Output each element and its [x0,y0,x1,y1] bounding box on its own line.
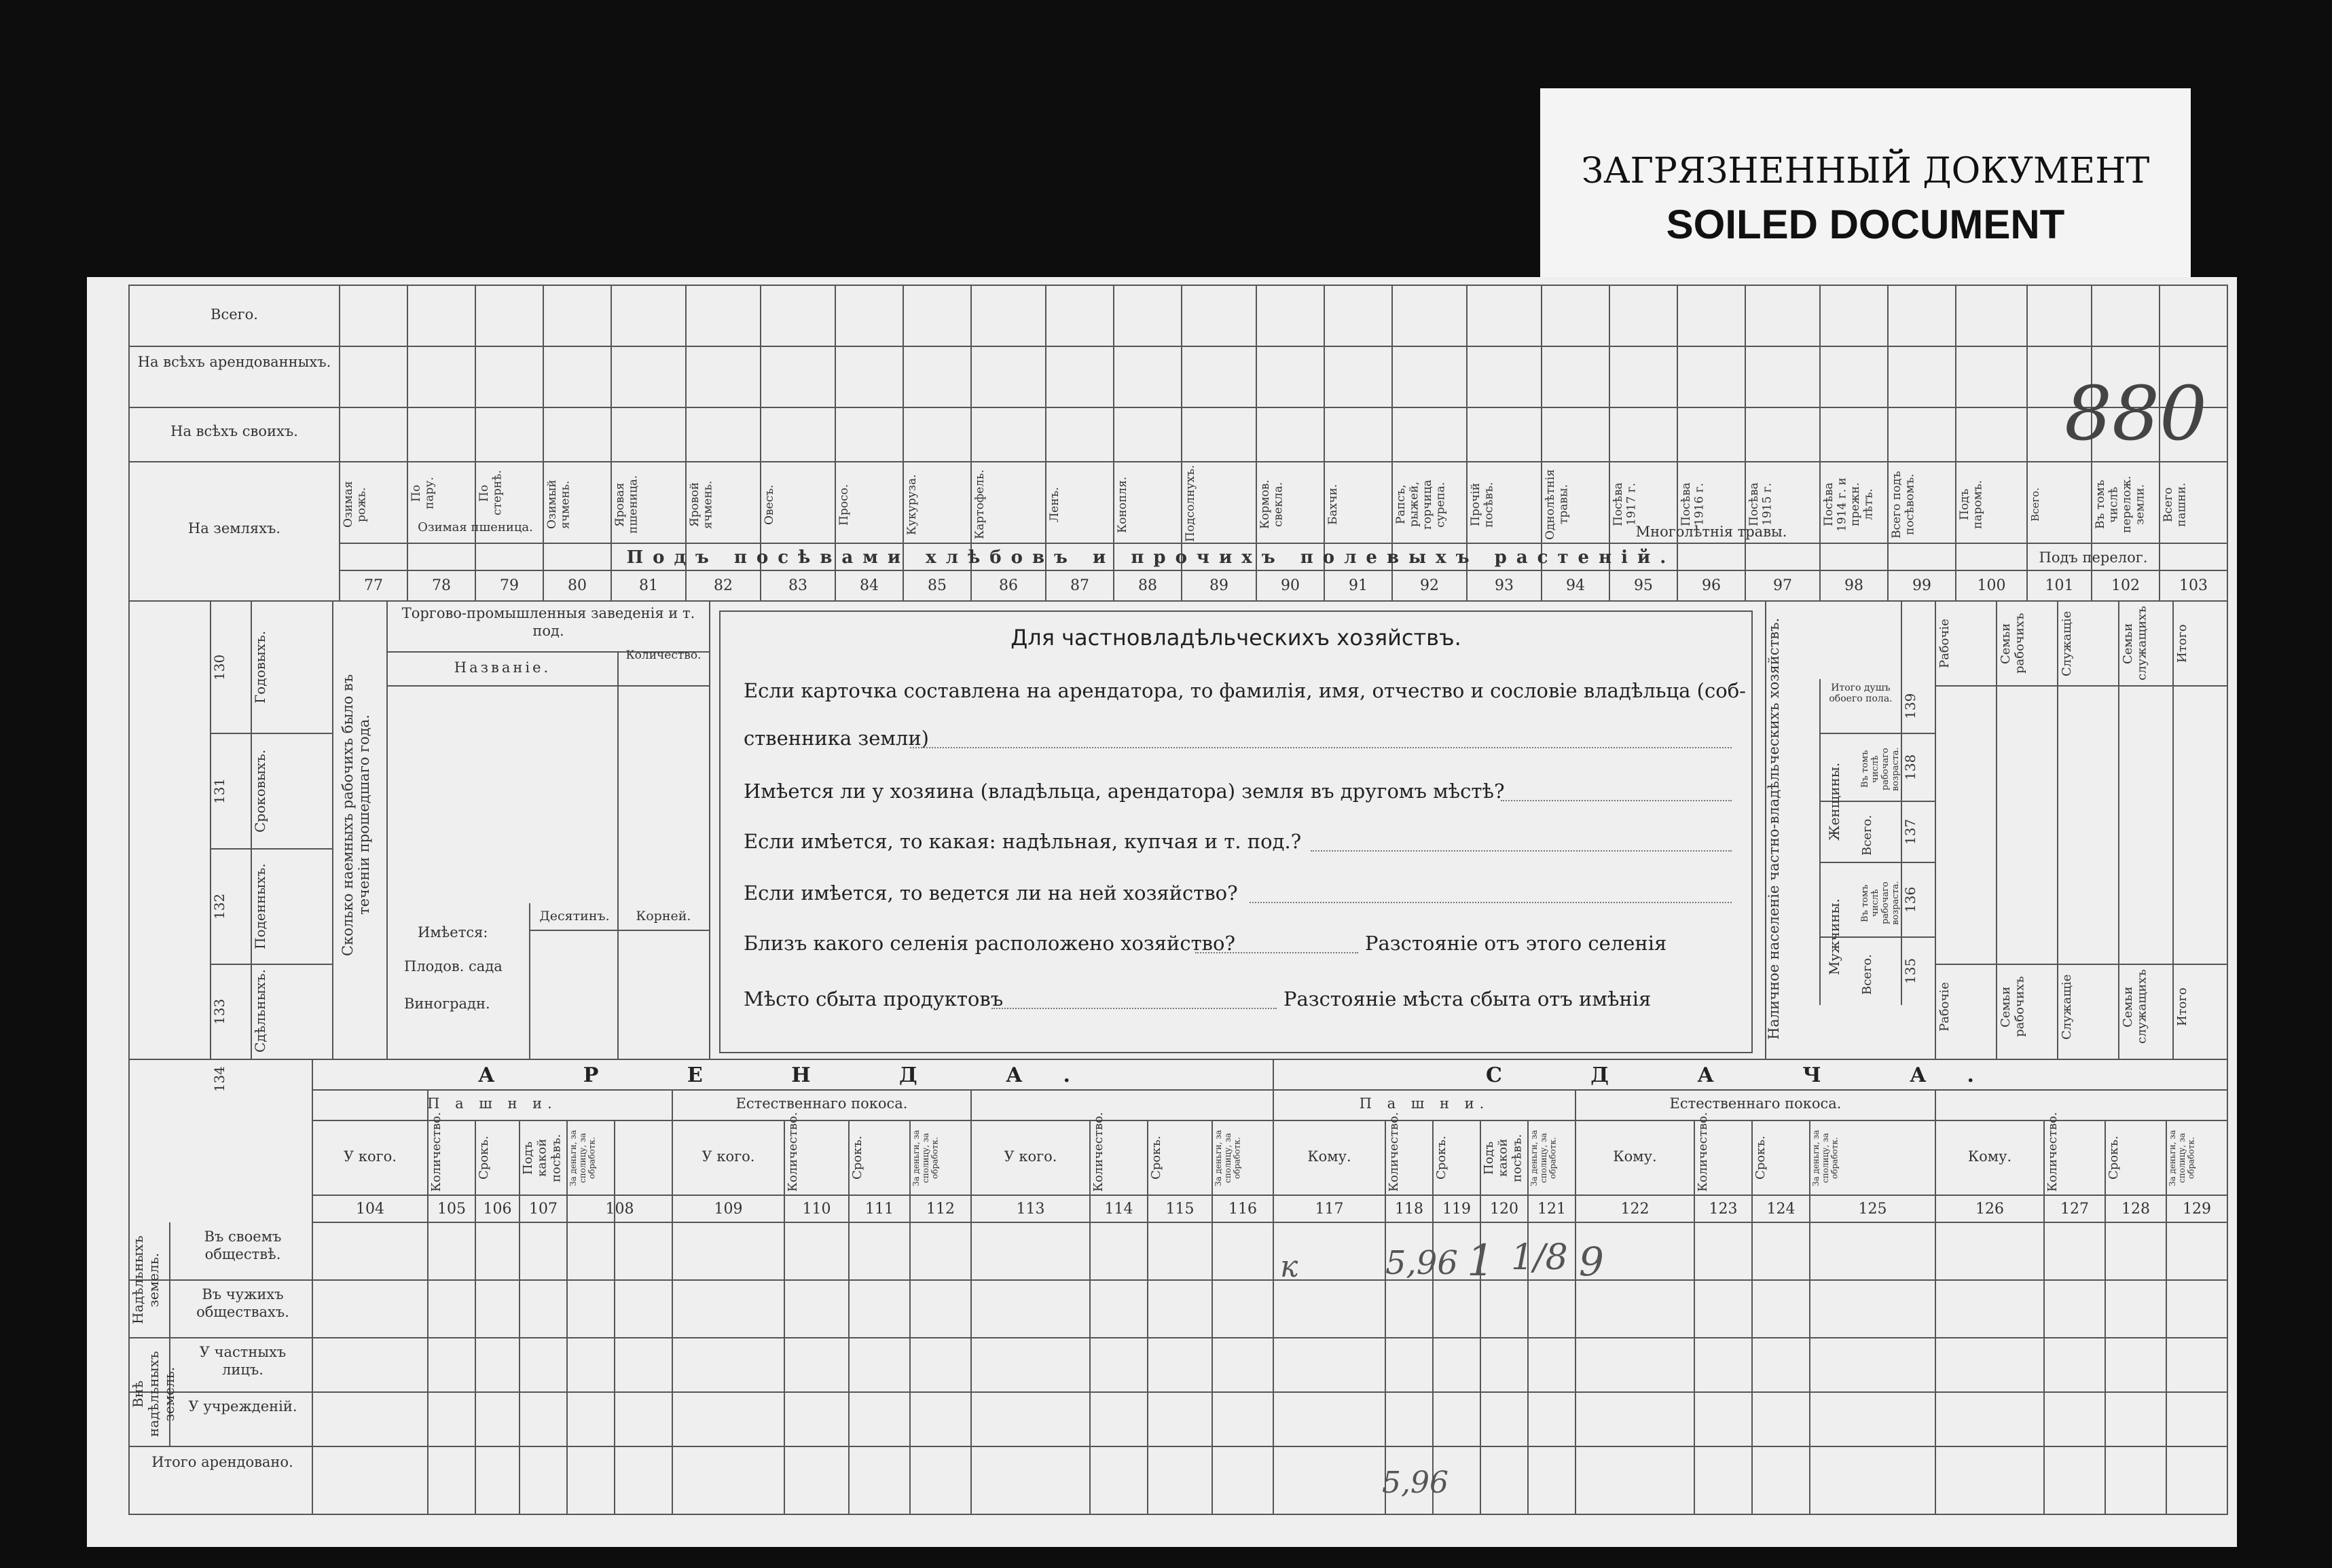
crop-col-header: Прочій посѣвъ. [1469,481,1496,528]
sdacha-heading: С Д А Ч А. [1485,1063,2016,1087]
rent-col-header: Кому. [1307,1148,1351,1165]
trade-qty-col: Количество. [625,649,702,662]
crop-col-header: Всего пашни. [2162,482,2189,527]
sown-crops-heading: Подъ посѣвами хлѣбовъ и прочихъ полевыхъ растеній. [626,547,1676,568]
vineyard-label: Виноградн. [404,996,490,1012]
rent-col-header: Срокъ. [1434,1135,1449,1180]
crop-col-number: 95 [1634,577,1653,594]
crop-col-header: Конопля. [1116,476,1129,533]
crop-col-number: 97 [1773,577,1792,594]
rent-col-number: 110 [802,1201,831,1218]
crop-col-number: 86 [999,577,1018,594]
population-right-col: Итого [2175,987,2189,1026]
row-total-rented: Итого арендовано. [151,1454,293,1470]
rent-col-header: За деньги, за сполицу, за обработк. [2168,1129,2196,1186]
worker-col-number: 133 [211,998,227,1025]
q-farming: Если имѣется, то ведется ли на ней хозяйство? [744,881,1238,905]
rent-col-number: 109 [714,1201,743,1218]
rent-col-number: 116 [1228,1201,1257,1218]
rent-col-header: Количество. [429,1112,443,1192]
crop-col-header: Овесъ. [763,484,776,525]
crop-col-number: 89 [1209,577,1228,594]
crop-col-number: 90 [1281,577,1300,594]
total-souls-label: Итого душъ обоего пола. [1829,682,1893,705]
crop-col-number: 92 [1420,577,1439,594]
rent-col-number: 126 [1975,1201,2004,1218]
population-right-col: Служащіе [2060,610,2074,676]
population-col-number: 139 [1902,693,1918,720]
crop-col-header: Всего. [2029,488,2041,522]
rent-col-number: 112 [926,1201,955,1218]
crop-col-header: Посѣва 1917 г. [1611,482,1639,527]
fallow-subhead: Подъ перелог. [2039,549,2148,566]
answer-line-1 [910,747,1732,748]
rent-col-number: 128 [2121,1201,2150,1218]
rent-col-number: 105 [437,1201,466,1218]
crop-col-number: 82 [714,577,733,594]
rent-col-header: У кого. [344,1148,397,1165]
non-allotment-group: Внѣ надѣльныхъ земель. [130,1351,177,1437]
rent-col-header: Количество. [1387,1112,1401,1192]
rent-col-header: Количество. [1091,1112,1106,1192]
answer-line-3 [1311,850,1732,852]
row-own-community: Въ своемъ обществѣ. [204,1228,282,1263]
row-private-persons: У частныхъ лицъ. [199,1344,287,1379]
rent-col-number: 108 [605,1201,634,1218]
population-right-col: Итого [2175,624,2189,663]
q-other-land: Имѣется ли у хозяина (владѣльца, арендатора) земля въ другомъ мѣстѣ? [744,780,1505,803]
hw-term: 1 [1467,1236,1495,1286]
men-working-label: Въ томъ числѣ рабочаго возраста. [1860,881,1901,926]
worker-col-label: Сроковыхъ. [252,749,268,833]
q-village: Близъ какого селенія расположено хозяйство? [744,932,1236,955]
rent-col-number: 104 [356,1201,384,1218]
allotment-group: Надѣльныхъ земель. [130,1235,162,1325]
answer-line-2 [1501,800,1732,801]
crop-col-number: 80 [568,577,587,594]
population-col-number: 138 [1902,754,1918,781]
crop-col-header: Посѣва 1914 г. и прежн. лѣтъ. [1822,477,1876,532]
crop-col-header: Посѣва 1916 г. [1679,482,1707,527]
crop-col-header: Подсолнухъ. [1184,464,1197,542]
crop-col-number: 99 [1912,577,1931,594]
crop-col-header: Бахчи. [1326,484,1340,526]
rent-col-number: 115 [1165,1201,1195,1218]
crop-col-header: Кукуруза. [905,474,919,535]
crop-col-header: По стернѣ. [477,470,505,516]
rent-col-number: 119 [1442,1201,1471,1218]
crop-col-number: 77 [364,577,383,594]
rent-col-number: 114 [1104,1201,1133,1218]
crop-col-number: 103 [2179,577,2208,594]
crop-col-header: Яровой ячмень. [688,480,715,529]
roots-col: Корней. [636,909,691,924]
hw-recipient: к [1280,1250,1298,1284]
crop-col-header: Озимая рожь. [342,481,369,528]
row-own: На всѣхъ своихъ. [170,423,298,439]
worker-col-label: Годовыхъ. [252,630,268,704]
q-market-distance: Разстояніе мѣста сбыта отъ имѣнія [1283,987,1652,1010]
trade-header: Торгово-промышленныя заведенія и т. под. [401,605,695,640]
crop-col-number: 85 [928,577,947,594]
crop-col-number: 102 [2111,577,2140,594]
row-rented: На всѣхъ арендованныхъ. [137,354,331,370]
desyatin-col: Десятинъ. [539,909,610,924]
women-working-label: Въ томъ числѣ рабочаго возраста. [1860,747,1901,791]
rent-col-number: 121 [1537,1201,1566,1218]
hired-workers-question: Сколько наемныхъ рабочихъ было въ теченіи прошедшаго года. [340,674,373,956]
hw-crop: 1/8 [1511,1237,1568,1278]
rent-col-number: 129 [2183,1201,2211,1218]
rent-col-header: За деньги, за сполицу, за обработк. [1214,1129,1242,1186]
has-label: Имѣется: [418,924,488,941]
crop-col-header: По пару. [409,477,437,509]
handwritten-page-number: 880 [2064,370,2207,457]
rent-col-header: За деньги, за сполицу, за обработк. [1529,1129,1558,1186]
stamp-line-ru: ЗАГРЯЗНЕННЫЙ ДОКУМЕНТ [1581,151,2150,192]
crop-col-number: 96 [1702,577,1721,594]
crop-col-number: 87 [1070,577,1089,594]
rent-col-number: 125 [1858,1201,1887,1218]
population-right-col: Семьи служащихъ [2121,606,2149,681]
worker-col-label: Сдѣльныхъ. [252,969,268,1053]
population-col-number: 137 [1902,818,1918,845]
population-right-col: Рабочіе [1937,982,1952,1032]
population-col-number: 136 [1902,886,1918,913]
rent-col-number: 117 [1315,1201,1344,1218]
population-right-col: Служащіе [2060,974,2074,1040]
crop-col-header: Кормов. свекла. [1258,479,1286,530]
population-right-col: Рабочіе [1937,619,1952,668]
rent-col-number: 123 [1709,1201,1738,1218]
orchard-label: Плодов. сада [404,958,503,974]
rent-col-header: За деньги, за сполицу, за обработк. [1811,1129,1840,1186]
crop-col-header: Озимый ячмень. [545,479,572,530]
crop-col-header: Въ томъ числѣ перелож. земли. [2094,475,2147,534]
perennial-subhead: Многолѣтнія травы. [1635,524,1787,540]
q-market: Мѣсто сбыта продуктовъ [744,987,1004,1010]
crop-col-number: 81 [639,577,658,594]
population-right-col: Семьи служащихъ [2121,969,2149,1044]
crop-col-header: Просо. [837,484,851,526]
arenda-heading: А Р Е Н Д А. [478,1063,1111,1087]
women-total-label: Всего. [1860,815,1874,856]
rent-col-header: За деньги, за сполицу, за обработк. [568,1129,597,1186]
crop-col-header: Однолѣтнія травы. [1544,469,1571,540]
winter-wheat-subhead: Озимая пшеница. [418,520,533,534]
crop-col-number: 100 [1977,577,2006,594]
crop-col-number: 83 [788,577,807,594]
rent-col-number: 111 [865,1201,894,1218]
rent-col-header: За деньги, за сполицу, за обработк. [911,1129,940,1186]
men-label: Мужчины. [1826,898,1842,976]
crop-col-header: Рапсъ, рыжей, горчица сурепа. [1394,479,1448,530]
worker-col-number: 130 [211,654,227,680]
crop-col-number: 84 [860,577,879,594]
sdacha-pashni: П а ш н и. [1359,1095,1490,1112]
q-land-type: Если имѣется, то какая: надѣльная, купчая и т. под.? [744,830,1302,853]
crop-col-number: 79 [500,577,519,594]
crop-col-header: Посѣва 1915 г. [1747,482,1774,527]
rent-col-header: Срокъ. [477,1135,491,1180]
rent-col-number: 113 [1016,1201,1045,1218]
row-institutions: У учрежденій. [188,1398,297,1415]
rent-col-number: 118 [1395,1201,1423,1218]
rent-col-number: 107 [529,1201,558,1218]
worker-col-label: Поденныхъ. [252,863,268,950]
q-village-distance: Разстояніе отъ этого селенія [1365,932,1667,955]
crop-col-header: Всего подъ посѣвомъ. [1890,471,1917,539]
q-owner: Если карточка составлена на арендатора, то фамилія, имя, отчество и сословіе владѣльца (соб- [744,679,1746,702]
answer-line-6 [991,1008,1277,1009]
rent-col-header: Количество. [1696,1112,1710,1192]
crop-col-header: Ленъ. [1048,487,1061,522]
crop-col-number: 98 [1844,577,1863,594]
arenda-pashni: П а ш н и. [427,1095,558,1112]
row-other-communities: Въ чужихъ обществахъ. [196,1286,289,1321]
row-total: Всего. [211,306,258,323]
rent-col-header: Подъ какой посѣвъ. [521,1133,564,1182]
rent-col-header: Количество. [2045,1112,2060,1192]
trade-name-col: Названіе. [454,659,551,676]
rent-col-header: Кому. [1967,1148,2012,1165]
rent-col-number: 120 [1490,1201,1518,1218]
crop-col-header: Картофель. [973,469,987,540]
rent-col-number: 122 [1620,1201,1650,1218]
rent-col-header: Срокъ. [1753,1135,1768,1180]
crop-col-number: 91 [1349,577,1368,594]
crop-col-number: 88 [1138,577,1157,594]
rent-col-number: 106 [483,1201,512,1218]
crop-col-header: Яровая пшеница. [613,475,640,534]
population-col-number: 135 [1902,958,1918,985]
men-total-label: Всего. [1860,954,1874,995]
population-right-col: Семьи рабочихъ [1999,976,2027,1038]
rent-col-header: Кому. [1613,1148,1657,1165]
worker-col-number: 131 [211,778,227,805]
answer-line-5 [1195,952,1358,953]
crop-col-header: Подъ паромъ. [1958,479,1985,530]
arenda-pokos: Естественнаго покоса. [735,1095,908,1112]
hw-quantity: 5,96 [1385,1244,1458,1282]
rent-col-header: У кого. [702,1148,755,1165]
population-right-col: Семьи рабочихъ [1999,613,2027,674]
rent-col-header: Срокъ. [2107,1135,2121,1180]
private-farms-title: Для частновладѣльческихъ хозяйствъ. [1010,625,1461,651]
worker-col-number: 134 [211,1066,227,1093]
crop-col-number: 101 [2045,577,2074,594]
hw-payment: 9 [1579,1239,1604,1285]
sdacha-pokos: Естественнаго покоса. [1669,1095,1842,1112]
crop-col-number: 78 [432,577,451,594]
row-lands: На земляхъ. [187,520,281,536]
crop-col-number: 93 [1495,577,1514,594]
crop-col-number: 94 [1566,577,1585,594]
hw-total: 5,96 [1382,1465,1449,1500]
rent-col-header: Срокъ. [1149,1135,1163,1180]
q-owner-cont: ственника земли) [744,727,929,750]
rent-col-header: Срокъ. [850,1135,864,1180]
worker-col-number: 132 [211,893,227,920]
women-label: Женщины. [1826,762,1842,841]
stamp-line-en: SOILED DOCUMENT [1666,202,2065,247]
rent-col-header: Подъ какой посѣвъ. [1482,1133,1525,1182]
rent-col-number: 124 [1766,1201,1796,1218]
rent-col-number: 127 [2060,1201,2089,1218]
answer-line-4 [1250,902,1732,903]
rent-col-header: Количество. [786,1112,800,1192]
rent-col-header: У кого. [1004,1148,1057,1165]
population-title: Наличное населеніе частно-владѣльческихъ хозяйствъ. [1766,617,1782,1040]
